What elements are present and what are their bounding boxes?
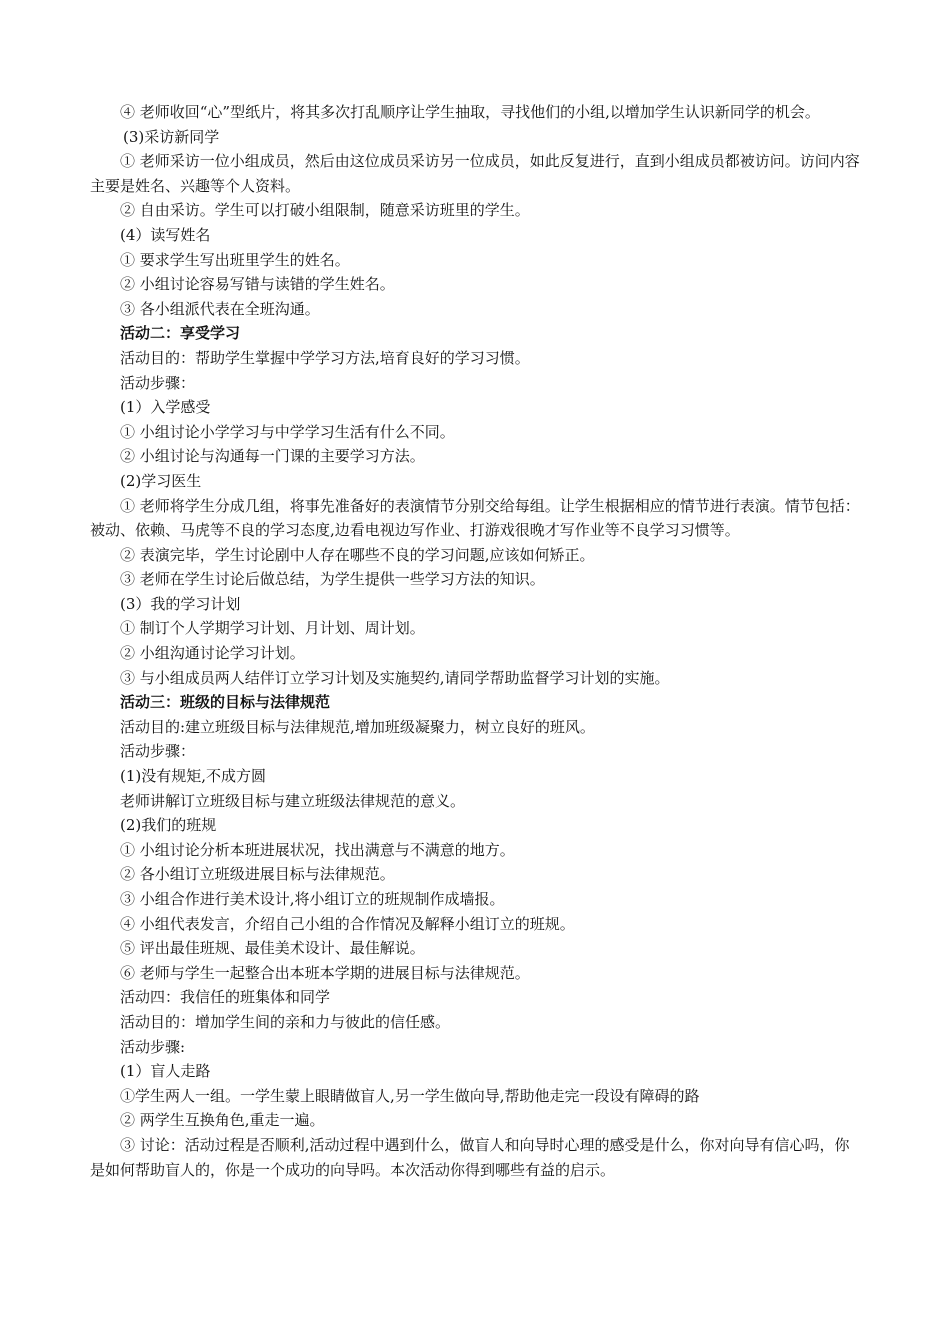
paragraph-line: ③ 老师在学生讨论后做总结，为学生提供一些学习方法的知识。 bbox=[120, 570, 545, 589]
paragraph-line: ③ 与小组成员两人结伴订立学习计划及实施契约,请同学帮助监督学习计划的实施。 bbox=[120, 668, 670, 687]
paragraph-line: ① 小组讨论分析本班进展状况，找出满意与不满意的地方。 bbox=[120, 840, 515, 859]
section-heading: 活动二：享受学习 bbox=[120, 324, 241, 343]
paragraph-line: ② 小组讨论与沟通每一门课的主要学习方法。 bbox=[120, 447, 425, 466]
paragraph-line: (2)我们的班规 bbox=[120, 816, 217, 835]
paragraph-line: (4）读写姓名 bbox=[120, 225, 211, 244]
paragraph-line: ③ 各小组派代表在全班沟通。 bbox=[120, 299, 320, 318]
paragraph-line: ① 要求学生写出班里学生的姓名。 bbox=[120, 250, 350, 269]
paragraph-line: (2)学习医生 bbox=[120, 471, 202, 490]
paragraph-line: ① 老师将学生分成几组，将事先准备好的表演情节分别交给每组。让学生根据相应的情节进行表演。情节包括：被动、依赖、马虎等不良的学习态度,边看电视边写作业、打游戏很晚才写作业等不良学习习惯等。 bbox=[90, 496, 860, 540]
document-page bbox=[90, 100, 860, 1182]
paragraph-line: ③ 小组合作进行美术设计,将小组订立的班规制作成墙报。 bbox=[120, 890, 505, 908]
paragraph-line: 活动目的:建立班级目标与法律规范,增加班级凝聚力，树立良好的班风。 bbox=[120, 717, 595, 736]
paragraph-line: (3)采访新同学 bbox=[123, 127, 220, 146]
paragraph-line: 老师讲解订立班级目标与建立班级法律规范的意义。 bbox=[120, 791, 466, 810]
paragraph-line: 活动步骤： bbox=[120, 742, 196, 761]
paragraph-line: (3）我的学习计划 bbox=[120, 594, 241, 613]
paragraph-line: ⑥ 老师与学生一起整合出本班本学期的进展目标与法律规范。 bbox=[120, 963, 530, 982]
paragraph-line: ② 表演完毕，学生讨论剧中人存在哪些不良的学习问题,应该如何矫正。 bbox=[120, 545, 595, 564]
paragraph-line: ③ 讨论：活动过程是否顺利,活动过程中遇到什么，做盲人和向导时心理的感受是什么，你对向导有信心吗，你是如何帮助盲人的，你是一个成功的向导吗。本次活动你得到哪些有益的启示。 bbox=[90, 1135, 850, 1179]
paragraph-line: (1）盲人走路 bbox=[120, 1062, 211, 1081]
paragraph-line: ⑤ 评出最佳班规、最佳美术设计、最佳解说。 bbox=[120, 939, 425, 958]
paragraph-line: 活动步骤: bbox=[120, 1037, 186, 1056]
paragraph-line: ② 小组讨论容易写错与读错的学生姓名。 bbox=[120, 275, 395, 294]
paragraph-line: 活动步骤： bbox=[120, 373, 196, 392]
section-heading: 活动三：班级的目标与法律规范 bbox=[120, 693, 331, 712]
paragraph-line: ② 两学生互换角色,重走一遍。 bbox=[120, 1111, 325, 1130]
paragraph-line: ② 自由采访。学生可以打破小组限制，随意采访班里的学生。 bbox=[120, 201, 530, 220]
paragraph-line: ② 各小组订立班级进展目标与法律规范。 bbox=[120, 865, 395, 884]
paragraph-line: (1)没有规矩,不成方圆 bbox=[120, 767, 267, 786]
paragraph-line: ② 小组沟通讨论学习计划。 bbox=[120, 644, 305, 663]
paragraph-line: ① 小组讨论小学学习与中学学习生活有什么不同。 bbox=[120, 422, 455, 441]
paragraph-line: ④ 老师收回“心”型纸片，将其多次打乱顺序让学生抽取，寻找他们的小组,以增加学生认识新同学的机会。 bbox=[120, 103, 820, 121]
paragraph-line: ①学生两人一组。一学生蒙上眼睛做盲人,另一学生做向导,帮助他走完一段设有障碍的路 bbox=[120, 1086, 700, 1105]
paragraph-line: 活动目的：增加学生间的亲和力与彼此的信任感。 bbox=[120, 1012, 451, 1031]
paragraph-line: (1）入学感受 bbox=[120, 398, 211, 417]
paragraph-line: ① 老师采访一位小组成员，然后由这位成员采访另一位成员，如此反复进行，直到小组成员都被访问。访问内容主要是姓名、兴趣等个人资料。 bbox=[90, 152, 860, 195]
paragraph-line: 活动四：我信任的班集体和同学 bbox=[120, 988, 331, 1007]
paragraph-line: ④ 小组代表发言，介绍自己小组的合作情况及解释小组订立的班规。 bbox=[120, 914, 575, 933]
paragraph-line: 活动目的：帮助学生掌握中学学习方法,培育良好的学习习惯。 bbox=[120, 348, 530, 367]
paragraph-line: ① 制订个人学期学习计划、月计划、周计划。 bbox=[120, 619, 425, 638]
